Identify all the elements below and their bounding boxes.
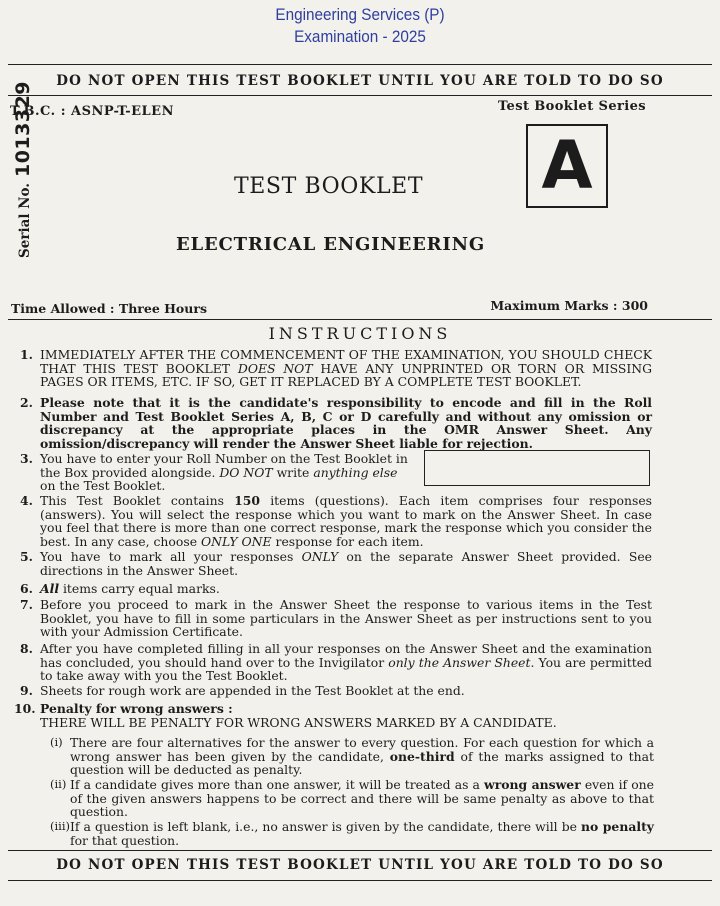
exam-title-line1: Engineering Services (P) <box>275 5 445 24</box>
text-run: HAVE ANY UNPRINTED OR TORN OR MISSING PAGES OR ITEMS, ETC. IF SO, GET IT REPLACED BY A COMPLETE TEST BOOKLET. <box>40 360 652 390</box>
exam-title <box>36 4 684 48</box>
top-warning-banner: DO NOT OPEN THIS TEST BOOKLET UNTIL YOU ARE TOLD TO DO SO <box>56 73 664 89</box>
series-label: Test Booklet Series <box>497 99 646 114</box>
penalty-title: Penalty for wrong answers : <box>40 701 233 716</box>
text-run: one-third <box>389 748 455 764</box>
text-run: items carry equal marks. <box>59 581 220 596</box>
item-number: 10. <box>14 701 36 716</box>
series-letter: A <box>541 127 593 204</box>
text-run: write <box>272 464 314 480</box>
text-run: DO NOT <box>219 464 273 480</box>
text-run: ONLY <box>301 549 339 564</box>
text-run: of the marks assigned to that question will be deducted as penalty. <box>70 748 654 778</box>
divider <box>8 880 712 881</box>
sub-item-number: (i) <box>50 735 63 749</box>
item-text <box>40 582 652 596</box>
item-text <box>40 642 652 683</box>
roll-number-box[interactable] <box>424 450 650 486</box>
item-text <box>40 452 410 493</box>
divider <box>8 95 712 96</box>
item-text <box>40 348 652 389</box>
item-text: Before you proceed to mark in the Answer Sheet the response to various items in the Test Booklet, you have to fill in some particulars in the Answer Sheet as per instructions sent to you with your Admission Certificate. <box>40 597 652 640</box>
divider <box>8 850 712 851</box>
item-number: 4. <box>20 493 33 508</box>
text-run: After you have completed filling in all your responses on the Answer Sheet and the examination has concluded, you should hand over to the Invigilator <box>40 641 652 670</box>
text-run: There are four alternatives for the answer to every question. For each question for which a wrong answer has been given by the candidate, <box>70 735 654 764</box>
text-run: You have to mark all your responses <box>40 549 302 564</box>
item-number: 3. <box>20 451 33 466</box>
item-text: Please note that it is the candidate's responsibility to encode and fill in the Roll Number and Test Booklet Series A, B, C or D carefully and without any omission or discrepancy at the appropriate places in the OMR Answer Sheet. Any omission/discrepancy will render the Answer Sheet liable for rejection. <box>40 395 652 451</box>
text-run: All <box>40 581 60 596</box>
item-text <box>40 494 652 548</box>
tbc-code: T.B.C. : ASNP-T-ELEN <box>10 104 174 119</box>
item-text <box>40 550 652 577</box>
sub-item-text <box>70 820 654 847</box>
sub-item-text <box>70 778 654 819</box>
text-run: If a question is left blank, i.e., no answer is given by the candidate, there will be <box>70 819 582 834</box>
text-run: response for each item. <box>271 533 424 549</box>
item-number: 7. <box>20 597 33 612</box>
maximum-marks: Maximum Marks : 300 <box>490 298 648 313</box>
text-run: If a candidate gives more than one answer, it will be treated as a <box>70 777 485 792</box>
serial-number: 1013329 <box>12 80 34 178</box>
sub-item-text <box>70 736 654 777</box>
serial-number-block <box>12 81 34 258</box>
divider <box>8 64 712 65</box>
item-number: 9. <box>20 683 33 698</box>
instructions-heading: INSTRUCTIONS <box>268 324 452 343</box>
booklet-title: TEST BOOKLET <box>234 174 424 199</box>
text-run: . You are permitted to take away with you the Test Booklet. <box>40 654 652 684</box>
text-run: anything else <box>313 464 398 480</box>
text-run: You have to enter your Roll Number on the Test Booklet in the Box provided alongside. <box>40 451 408 480</box>
penalty-caps: THERE WILL BE PENALTY FOR WRONG ANSWERS MARKED BY A CANDIDATE. <box>40 715 557 730</box>
item-number: 8. <box>20 641 33 656</box>
text-run: ONLY ONE <box>200 533 272 549</box>
serial-label: Serial No. <box>17 183 33 258</box>
text-run: 150 <box>234 493 261 508</box>
text-run: for that question. <box>70 832 180 848</box>
text-run: This Test Booklet contains <box>40 493 235 508</box>
text-run: DOES NOT <box>237 360 313 376</box>
item-number: 1. <box>20 347 33 362</box>
item-number: 2. <box>20 395 33 410</box>
text-run: IMMEDIATELY AFTER THE COMMENCEMENT OF THE EXAMINATION, YOU SHOULD CHECK THAT THIS TEST BOOKLET <box>40 347 652 376</box>
bottom-warning-banner: DO NOT OPEN THIS TEST BOOKLET UNTIL YOU ARE TOLD TO DO SO <box>56 857 664 873</box>
divider <box>8 319 712 320</box>
subject-title: ELECTRICAL ENGINEERING <box>176 234 486 255</box>
item-text: Sheets for rough work are appended in the Test Booklet at the end. <box>40 683 465 698</box>
series-box <box>526 124 608 208</box>
time-allowed: Time Allowed : Three Hours <box>11 301 207 316</box>
text-run: on the Test Booklet. <box>40 478 166 494</box>
text-run: even if one of the given answers happens to be correct and there will be same penalty as above to that question. <box>70 777 654 820</box>
text-run: wrong answer <box>484 777 581 792</box>
sub-item-number: (ii) <box>50 777 67 791</box>
sub-item-number: (iii) <box>50 819 71 833</box>
text-run: only the Answer Sheet <box>388 654 531 670</box>
item-number: 6. <box>20 581 33 596</box>
exam-title-line2: Examination - 2025 <box>294 27 426 46</box>
text-run: on the separate Answer Sheet provided. See directions in the Answer Sheet. <box>40 549 653 578</box>
text-run: items (questions). Each item comprises four responses (answers). You will select the response which you want to mark on the Answer Sheet. In case you feel that there is more than one correct response, mark the response which you consider the best. In any case, choose <box>40 493 653 549</box>
text-run: no penalty <box>581 819 654 834</box>
item-number: 5. <box>20 549 33 564</box>
